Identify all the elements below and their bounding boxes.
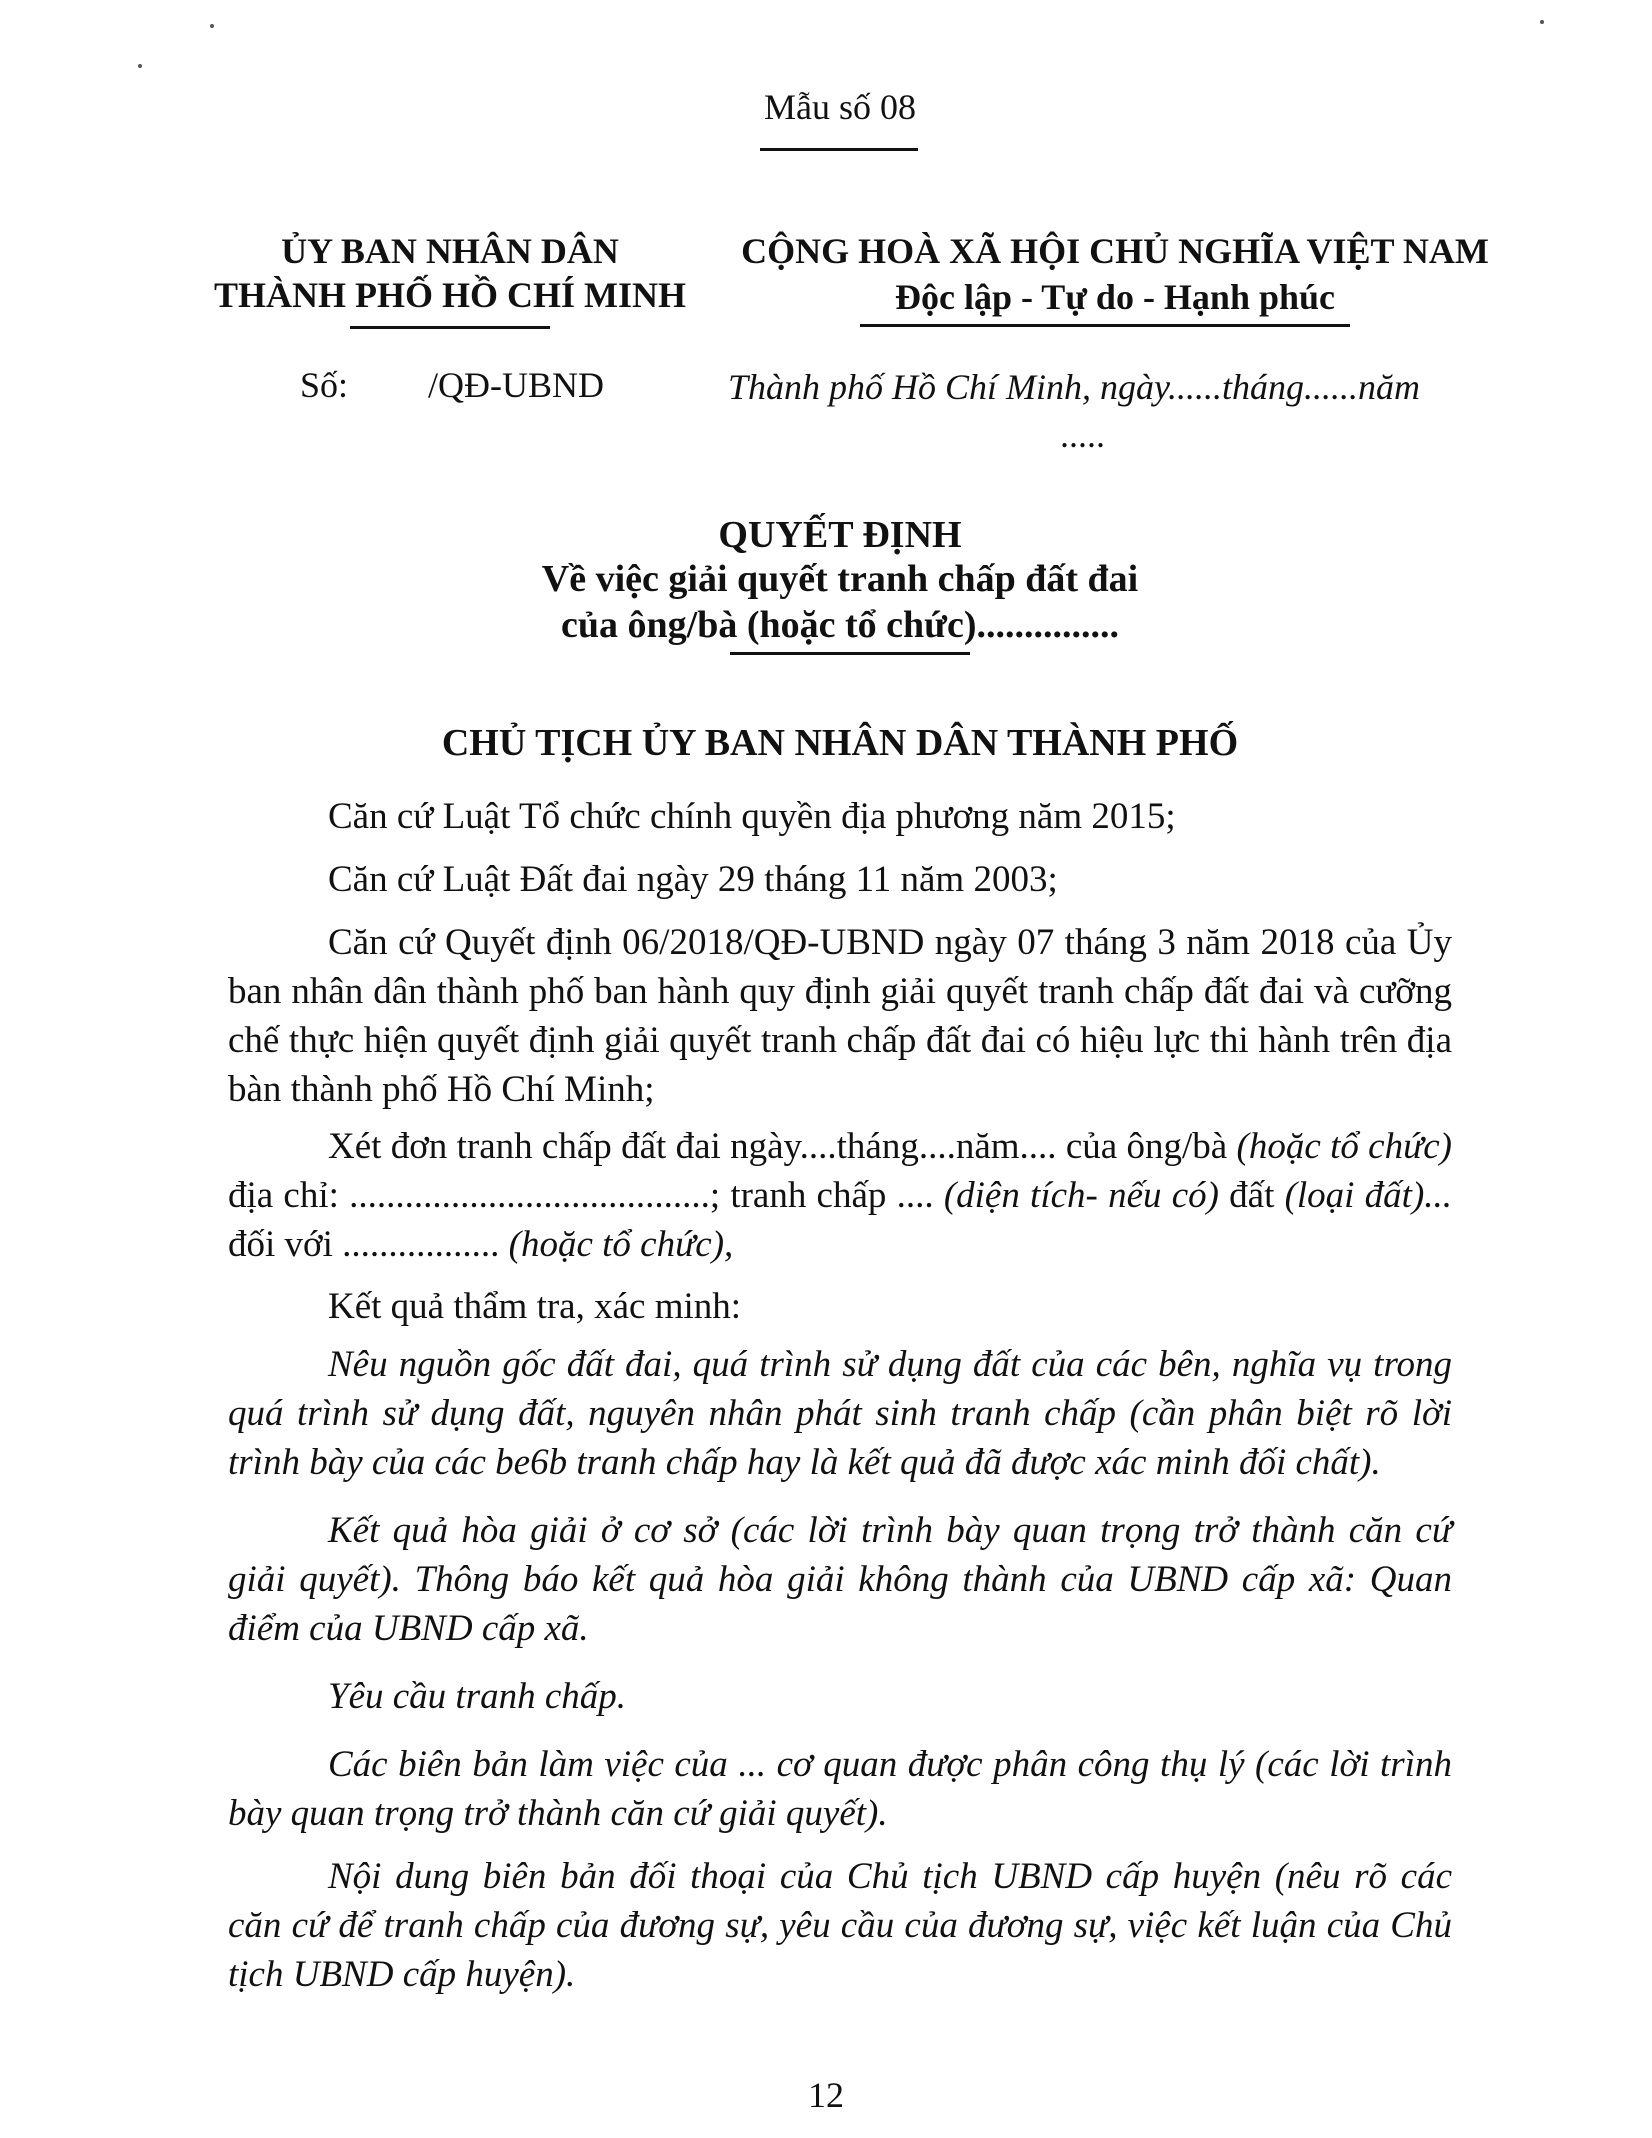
petition-text-b: (hoặc tổ chức): [1236, 1126, 1453, 1167]
page-number: 12: [808, 2075, 844, 2115]
doc-number-code: /QĐ-UBND: [428, 365, 604, 405]
country-motto: Độc lập - Tự do - Hạnh phúc: [894, 277, 1336, 317]
place-date: Thành phố Hồ Chí Minh, ngày......tháng......năm: [728, 367, 1421, 407]
legal-basis-3: Căn cứ Quyết định 06/2018/QĐ-UBND ngày 07 tháng 3 năm 2018 của Ủy ban nhân dân thành phố ban hành quy định giải quyết tranh chấp đất đai và cưỡng chế thực hiện quyết định giải quyết tranh chấp đất đai có hiệu lực thi hành trên địa bàn thành phố Hồ Chí Minh;: [228, 922, 1452, 1110]
authority-line-2: THÀNH PHỐ HỒ CHÍ MINH: [213, 275, 686, 315]
form-number: Mẫu số 08: [764, 87, 916, 127]
dialogue-minutes-paragraph: Nội dung biên bản đối thoại của Chủ tịch UBND cấp huyện (nêu rõ các căn cứ để tranh chấp của đương sự, yêu cầu của đương sự, việc kết luận của Chủ tịch UBND cấp huyện).: [228, 1856, 1452, 1995]
scan-speck: [138, 64, 142, 68]
country-line-1: CỘNG HOÀ XÃ HỘI CHỦ NGHĨA VIỆT NAM: [741, 231, 1489, 271]
petition-text-e: đất: [1218, 1175, 1285, 1216]
dispute-request: Yêu cầu tranh chấp.: [328, 1676, 627, 1717]
form-number-underline: [760, 148, 918, 151]
legal-basis-1: Căn cứ Luật Tổ chức chính quyền địa phương năm 2015;: [328, 796, 1176, 837]
title-underline: [730, 652, 970, 655]
motto-underline: [860, 324, 1350, 327]
petition-text-c: địa chỉ: .......................................; tranh chấp ....: [228, 1175, 944, 1216]
petition-text-f: (loại đất)...: [1284, 1175, 1453, 1216]
legal-basis-2: Căn cứ Luật Đất đai ngày 29 tháng 11 năm 2003;: [328, 859, 1058, 900]
mediation-paragraph: Kết quả hòa giải ở cơ sở (các lời trình bày quan trọng trở thành căn cứ giải quyết). Thông báo kết quả hòa giải không thành của UBND cấp xã: Quan điểm của UBND cấp xã.: [228, 1510, 1452, 1649]
issuer-heading: CHỦ TỊCH ỦY BAN NHÂN DÂN THÀNH PHỐ: [441, 722, 1239, 764]
land-origin-paragraph: Nêu nguồn gốc đất đai, quá trình sử dụng đất của các bên, nghĩa vụ trong quá trình sử dụng đất, nguyên nhân phát sinh tranh chấp (cần phân biệt rõ lời trình bày của các be6b tranh chấp hay là kết quả đã được xác minh đối chất).: [228, 1344, 1452, 1483]
working-minutes-paragraph: Các biên bản làm việc của ... cơ quan được phân công thụ lý (các lời trình bày quan trọng trở thành căn cứ giải quyết).: [228, 1744, 1452, 1834]
petition-paragraph: [228, 1122, 1452, 1269]
authority-line-1: ỦY BAN NHÂN DÂN: [281, 231, 619, 271]
doc-number-label: Số:: [300, 365, 349, 405]
authority-underline: [350, 326, 550, 329]
document-title: QUYẾT ĐỊNH: [718, 514, 962, 556]
petition-text-d: (diện tích- nếu có): [943, 1175, 1219, 1216]
petition-text-a: Xét đơn tranh chấp đất đai ngày....tháng....năm.... của ông/bà: [328, 1126, 1237, 1167]
verification-heading: Kết quả thẩm tra, xác minh:: [328, 1286, 742, 1327]
document-subtitle-2: của ông/bà (hoặc tổ chức)...............: [561, 604, 1119, 646]
place-date-continuation: .....: [1060, 415, 1105, 455]
petition-text-g: đối với .................: [228, 1224, 509, 1265]
scan-speck: [1540, 20, 1544, 24]
petition-text-h: (hoặc tổ chức),: [508, 1224, 734, 1265]
scan-speck: [210, 24, 214, 28]
document-subtitle-1: Về việc giải quyết tranh chấp đất đai: [541, 558, 1139, 600]
